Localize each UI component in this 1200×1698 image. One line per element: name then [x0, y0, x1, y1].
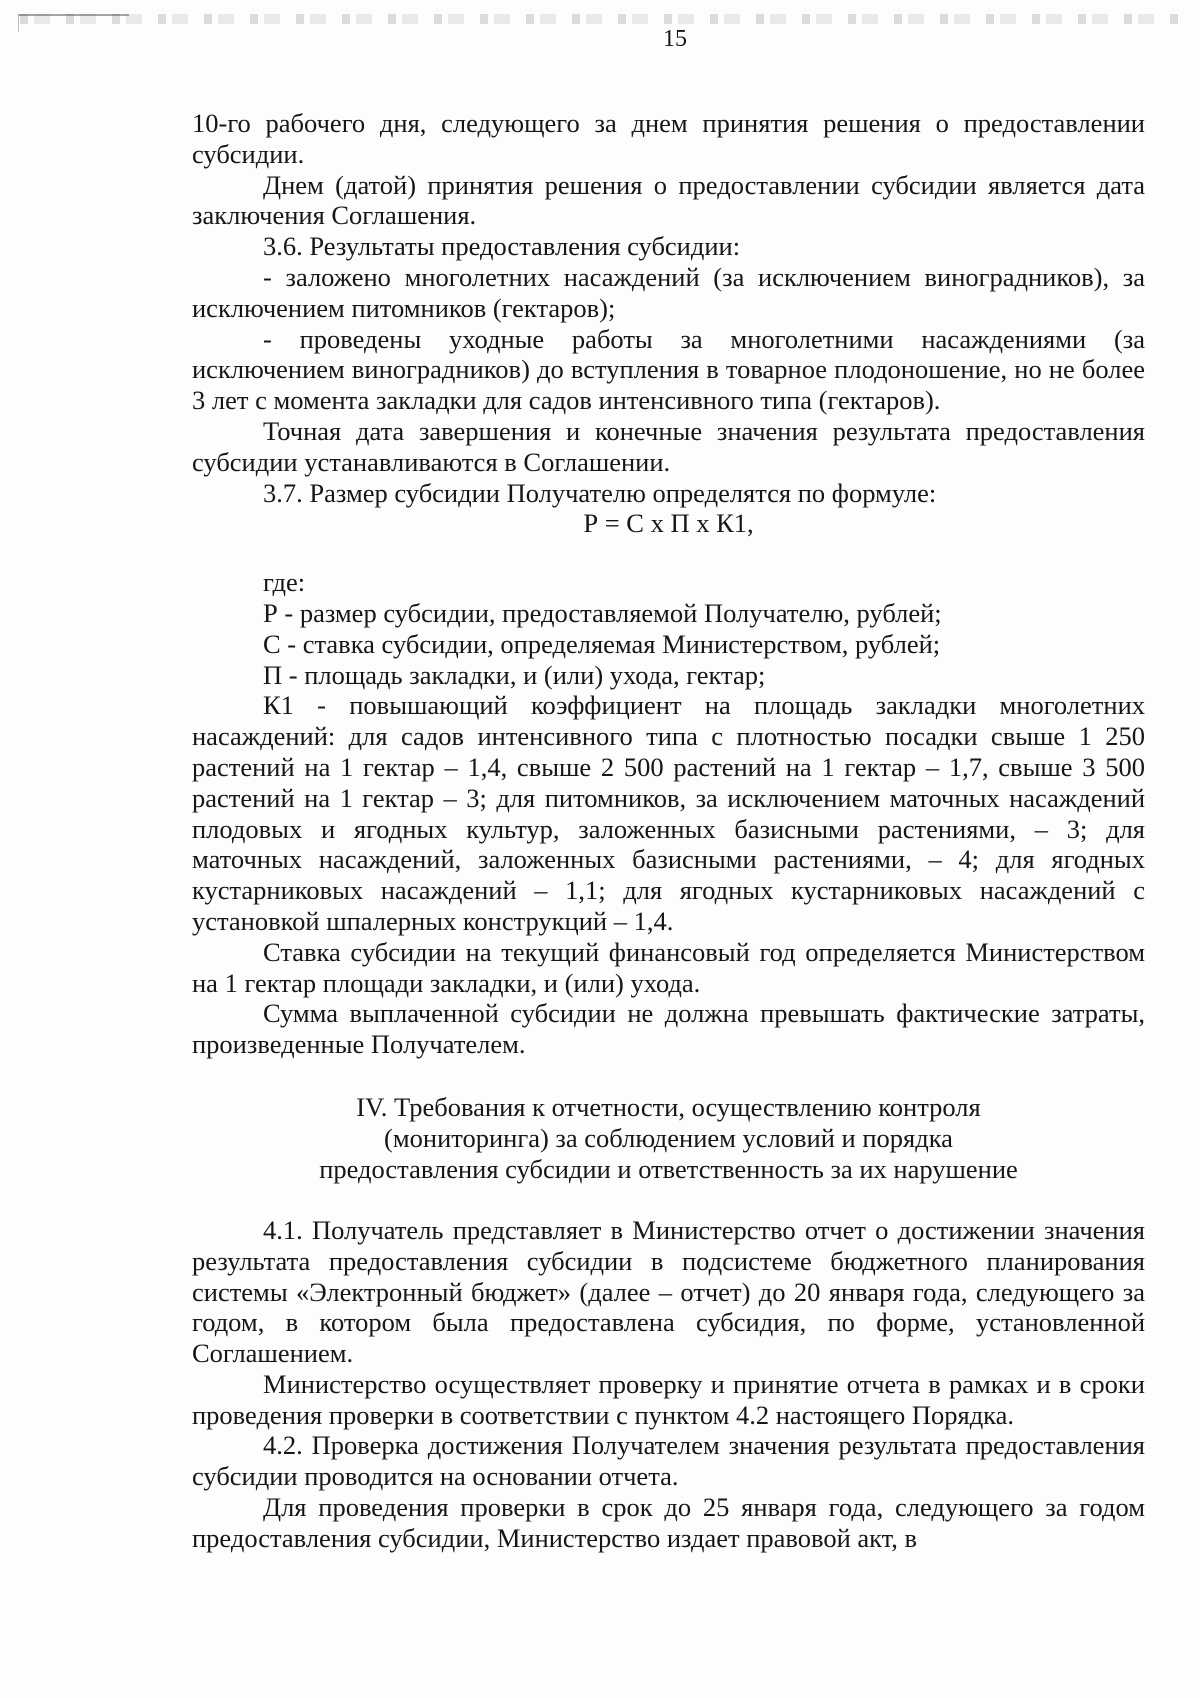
paragraph-p5: - проведены уходные работы за многолетними насаждениями (за исключением виноградников) до вступления в товарное плодоношение, но не более 3 лет с момента закладки для садов интенсивного типа (гектаров). — [192, 323, 1145, 416]
document-body — [192, 108, 1145, 1554]
paragraph-p18: Для проведения проверки в срок до 25 января года, следующего за годом предоставления субсидии, Министерство издает правовой акт, в — [192, 1492, 1145, 1553]
scan-artifact — [20, 14, 1180, 24]
paragraph-p15: 4.1. Получатель представляет в Министерство отчет о достижении значения результата предоставления субсидии в подсистеме бюджетного планирования системы «Электронный бюджет» (далее – отчет) до 20 января года, следующего за годом, в котором была предоставлена субсидия, по форме, установленной Соглашением. — [192, 1214, 1145, 1369]
section-heading — [192, 1092, 1145, 1185]
paragraph-p9: Р - размер субсидии, предоставляемой Получателю, рублей; — [263, 597, 942, 628]
paragraph-p11: П - площадь закладки, и (или) ухода, гектар; — [263, 659, 766, 690]
paragraph-p8: где: — [263, 567, 306, 598]
paragraphs-section-4 — [192, 1215, 1145, 1554]
paragraph-p4: - заложено многолетних насаждений (за исключением виноградников), за исключением питомников (гектаров); — [192, 261, 1145, 323]
paragraph-p16: Министерство осуществляет проверку и принятие отчета в рамках и в сроки проведения проверки в соответствии с пунктом 4.2 настоящего Порядка. — [192, 1368, 1145, 1430]
paragraph-p14: Сумма выплаченной субсидии не должна превышать фактические затраты, произведенные Получателем. — [192, 998, 1145, 1060]
paragraph-p2: Днем (датой) принятия решения о предоставлении субсидии является дата заключения Соглашения. — [192, 169, 1145, 231]
section-heading-line: IV. Требования к отчетности, осуществлению контроля — [356, 1091, 981, 1122]
paragraph-p12: К1 - повышающий коэффициент на площадь закладки многолетних насаждений: для садов интенсивного типа с плотностью посадки свыше 1 250 растений на 1 гектар – 1,4, свыше 2 500 растений на 1 гектар – 1,7, свыше 3 500 растений на 1 гектар – 3; для питомников, за исключением маточных насаждений плодовых и ягодных культур, заложенных базисными растениями, – 3; для маточных насаждений, заложенных базисными растениями, – 4; для ягодных кустарниковых насаждений – 1,1; для ягодных кустарниковых насаждений с установкой шпалерных конструкций – 1,4. — [192, 690, 1145, 936]
paragraphs-after-formula — [192, 567, 1145, 1060]
page-number: 15 — [663, 26, 687, 52]
paragraph-p1: 10-го рабочего дня, следующего за днем принятия решения о предоставлении субсидии. — [192, 108, 1145, 169]
paragraph-p13: Ставка субсидии на текущий финансовый год определяется Министерством на 1 гектар площади закладки, и (или) ухода. — [192, 936, 1145, 998]
paragraph-p17: 4.2. Проверка достижения Получателем значения результата предоставления субсидии проводится на основании отчета. — [192, 1430, 1145, 1492]
paragraph-p3: 3.6. Результаты предоставления субсидии: — [263, 231, 741, 262]
section-heading-line: (мониторинга) за соблюдением условий и порядка — [384, 1122, 953, 1153]
paragraphs-before-formula — [192, 108, 1145, 508]
paragraph-p10: С - ставка субсидии, определяемая Министерством, рублей; — [263, 628, 941, 659]
paragraph-p6: Точная дата завершения и конечные значения результата предоставления субсидии устанавливаются в Соглашении. — [192, 415, 1145, 477]
section-heading-line: предоставления субсидии и ответственность за их нарушение — [319, 1153, 1018, 1184]
subsidy-formula: Р = С х П х К1, — [583, 508, 754, 539]
paragraph-p7: 3.7. Размер субсидии Получателю определятся по формуле: — [263, 477, 937, 508]
